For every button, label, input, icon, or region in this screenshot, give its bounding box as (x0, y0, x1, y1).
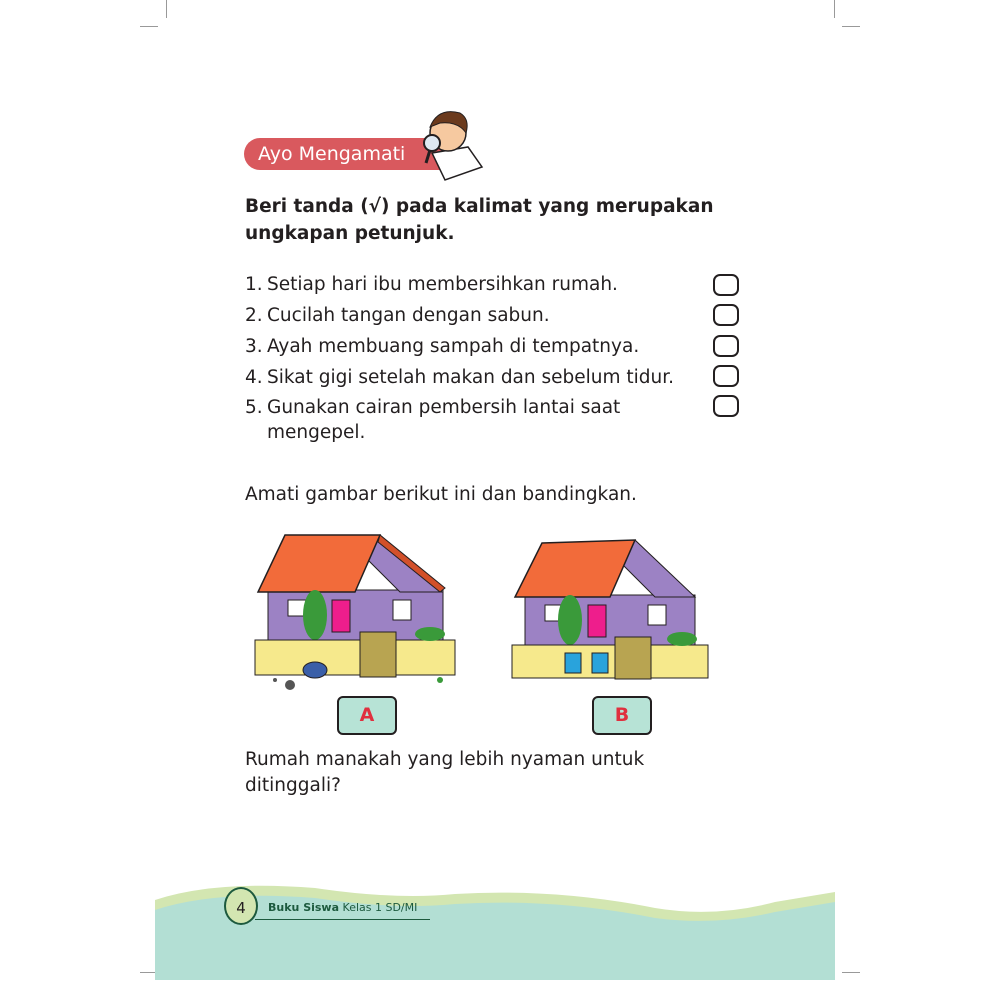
item-text: Cucilah tangan dengan sabun. (267, 305, 550, 326)
question-text: Rumah manakah yang lebih nyaman untuk ditinggali? (245, 749, 645, 796)
item-text: Setiap hari ibu membersihkan rumah. (267, 274, 618, 295)
footer-wave-band (155, 880, 835, 980)
crop-mark (140, 26, 158, 27)
item-text: Sikat gigi setelah makan dan sebelum tidur. (267, 367, 675, 388)
list-item (245, 365, 705, 390)
observe-instruction: Amati gambar berikut ini dan bandingkan. (245, 484, 637, 505)
footer-rule (255, 919, 430, 920)
instruction-heading: Beri tanda (√) pada kalimat yang merupakan ungkapan petunjuk. (245, 196, 714, 244)
checkbox[interactable] (713, 395, 739, 417)
item-text: Gunakan cairan pembersih lantai saat mengepel. (267, 397, 621, 443)
checkbox[interactable] (713, 274, 739, 296)
book-footer (268, 901, 417, 914)
book-class: Kelas 1 SD/MI (342, 901, 418, 914)
item-number: 4. (245, 367, 263, 388)
list-item (245, 334, 705, 359)
checkbox[interactable] (713, 304, 739, 326)
house-b-clean-illustration (510, 535, 715, 685)
book-title: Buku Siswa (268, 901, 340, 914)
item-text: Ayah membuang sampah di tempatnya. (267, 336, 640, 357)
crop-mark (842, 26, 860, 27)
crop-mark (834, 0, 835, 18)
list-item (245, 303, 705, 328)
item-number: 1. (245, 274, 263, 295)
option-a-label: A (337, 696, 397, 735)
checkbox[interactable] (713, 335, 739, 357)
house-a-dirty-illustration (250, 530, 465, 695)
crop-mark (166, 0, 167, 18)
list-item (245, 395, 705, 445)
item-number: 2. (245, 305, 263, 326)
boy-with-magnifier-illustration (410, 105, 485, 185)
item-number: 5. (245, 397, 263, 418)
section-badge: Ayo Mengamati (244, 138, 444, 170)
crop-mark (842, 972, 860, 973)
item-number: 3. (245, 336, 263, 357)
option-b-label: B (592, 696, 652, 735)
list-item (245, 272, 705, 297)
checkbox[interactable] (713, 365, 739, 387)
page-number: 4 (224, 887, 258, 925)
